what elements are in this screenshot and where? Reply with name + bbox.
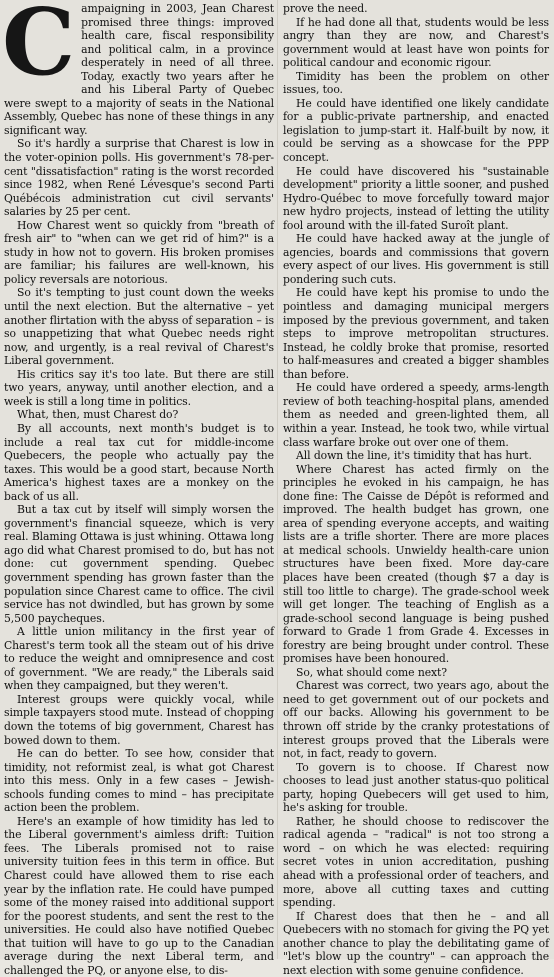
paragraph-3: How Charest went so quickly from "breath of fresh air" to "when can we get rid of him?" is a study in how not to govern. His broken promises are familiar; his failures are well-known, his policy reversals are notorious.	[4, 218, 274, 286]
drop-cap: C	[2, 0, 76, 96]
paragraph-12-continued: prove the need.	[283, 2, 368, 15]
paragraph-23: Charest was correct, two years ago, about the need to get government out of our pockets and off our backs. Allowing his government to be thrown off stride by the cranky protestations of interest groups proved that the Liberals were not, in fact, ready to govern.	[283, 679, 549, 761]
paragraph-4: So it's tempting to just count down the weeks until the next election. But the alternative – yet another flirtation with the abyss of separation – is so unappetizing that what Quebec needs right now, and urgently, is a real revival of Charest's Liberal government.	[4, 286, 274, 368]
paragraph-14: Timidity has been the problem on other issues, too.	[283, 69, 549, 97]
paragraph-22: So, what should come next?	[296, 665, 447, 679]
paragraph-25: Rather, he should choose to rediscover the radical agenda – "radical" is not too strong a word – on which he was elected: requiring secret votes in union accreditation, pushing ahead with a professional order of teachers, and more, above all cutting taxes and cutting spending.	[283, 814, 549, 910]
article-right-column	[283, 2, 549, 977]
paragraph-9: A little union militancy in the first year of Charest's term took all the steam out of his drive to reduce the weight and omnipresence and cost of government. "We are ready," the Liberals said when they campaigned, but they weren't.	[4, 625, 274, 693]
paragraph-8: But a tax cut by itself will simply worsen the government's financial squeeze, which is very real. Blaming Ottawa is just whining. Ottawa long ago did what Charest promised to do, but has not done: cut government spending. Quebec government spending has grown faster than the population since Charest came to office. The civil service has not dwindled, but has grown by some 5,500 paycheques.	[4, 503, 274, 625]
article-left-column	[2, 0, 274, 977]
paragraph-6: What, then, must Charest do?	[17, 408, 179, 422]
paragraph-24: To govern is to choose. If Charest now chooses to lead just another status-quo political party, hoping Quebecers will get used to him, he's asking for trouble.	[283, 760, 549, 815]
paragraph-19: He could have ordered a speedy, arms-length review of both teaching-hospital plans, amended them as needed and green-lighted them, all within a year. Instead, he took two, while virtual class warfare broke out over one of them.	[283, 381, 549, 449]
paragraph-2: So it's hardly a surprise that Charest is low in the voter-opinion polls. His government's 78-per-cent "dissatisfaction" rating is the worst recorded since 1982, when René Lévesque's second Parti Québécois administration cut civil servants' salaries by 25 per cent.	[4, 137, 274, 219]
paragraph-16: He could have discovered his "sustainable development" priority a little sooner, and pushed Hydro-Québec to move forcefully toward major new hydro projects, instead of letting the utility fool around with the ill-fated Suroît plant.	[283, 164, 549, 232]
paragraph-12: Here's an example of how timidity has led to the Liberal government's aimless drift: Tuition fees. The Liberals promised not to raise university tuition fees in this term in office. But Charest could have allowed them to rise each year by the inflation rate. He could have pumped some of the money raised into additional support for the poorest students, and sent the rest to the universities. He could also have notified Quebec that tuition will have to go up to the Canadian average during the next Liberal term, and challenged the PQ, or anyone else, to dis-	[4, 814, 274, 977]
paragraph-20: All down the line, it's timidity that has hurt.	[296, 449, 532, 463]
paragraph-18: He could have kept his promise to undo the pointless and damaging municipal mergers imposed by the previous government, and taken steps to improve metropolitan structures. Instead, he coldly broke that promise, resorted to half-measures and created a bigger shambles than before.	[283, 286, 549, 381]
paragraph-11: He can do better. To see how, consider that timidity, not reformist zeal, is what got Charest into this mess. Only in a few cases – Jewish-schools funding comes to mind – has precipitate action been the problem.	[4, 747, 274, 815]
paragraph-17: He could have hacked away at the jungle of agencies, boards and commissions that govern every aspect of our lives. His government is still pondering such cuts.	[283, 232, 549, 286]
paragraph-15: He could have identified one likely candidate for a public-private partnership, and enacted legislation to jump-start it. Half-built by now, it could be serving as a showcase for the PPP concept.	[283, 96, 549, 165]
paragraph-5: His critics say it's too late. But there are still two years, anyway, until another election, and a week is still a long time in politics.	[4, 367, 274, 408]
paragraph-1: ampaigning in 2003, Jean Charest promised three things: improved health care, fiscal responsibility and political calm, in a province desperately in need of all three. Today, exactly two years after he and his Liberal Party of Quebec were swept to a majority of seats in the National Assembly, Quebec has none of these things in any significant way.	[4, 2, 274, 137]
paragraph-7: By all accounts, next month's budget is to include a real tax cut for middle-income Quebecers, the people who actually pay the taxes. This would be a good start, because North America's highest taxes are a monkey on the back of us all.	[4, 421, 274, 503]
paragraph-26: If Charest does that then he – and all Quebecers with no stomach for giving the PQ yet another chance to play the debilitating game of "let's blow up the country" – can approach the next election with some genuine confidence.	[283, 909, 549, 977]
paragraph-10: Interest groups were quickly vocal, while simple taxpayers stood mute. Instead of chopping down the totems of big government, Charest has bowed down to them.	[4, 692, 274, 747]
column-divider	[277, 0, 278, 959]
paragraph-21: Where Charest has acted firmly on the principles he evoked in his campaign, he has done fine: The Caisse de Dépôt is reformed and improved. The health budget has grown, one area of spending everyone accepts, and waiting lists are a trifle shorter. There are more places at medical schools. Unwieldy health-care union structures have been fixed. More day-care places have been created (though $7 a day is still too little to charge). The grade-school week will get longer. The teaching of English as a grade-school second language is being pushed forward to Grade 1 from Grade 4. Excesses in forestry are being brought under control. These promises have been honoured.	[283, 462, 549, 666]
paragraph-13: If he had done all that, students would be less angry than they are now, and Charest's government would at least have won points for political candour and economic rigour.	[283, 15, 549, 70]
